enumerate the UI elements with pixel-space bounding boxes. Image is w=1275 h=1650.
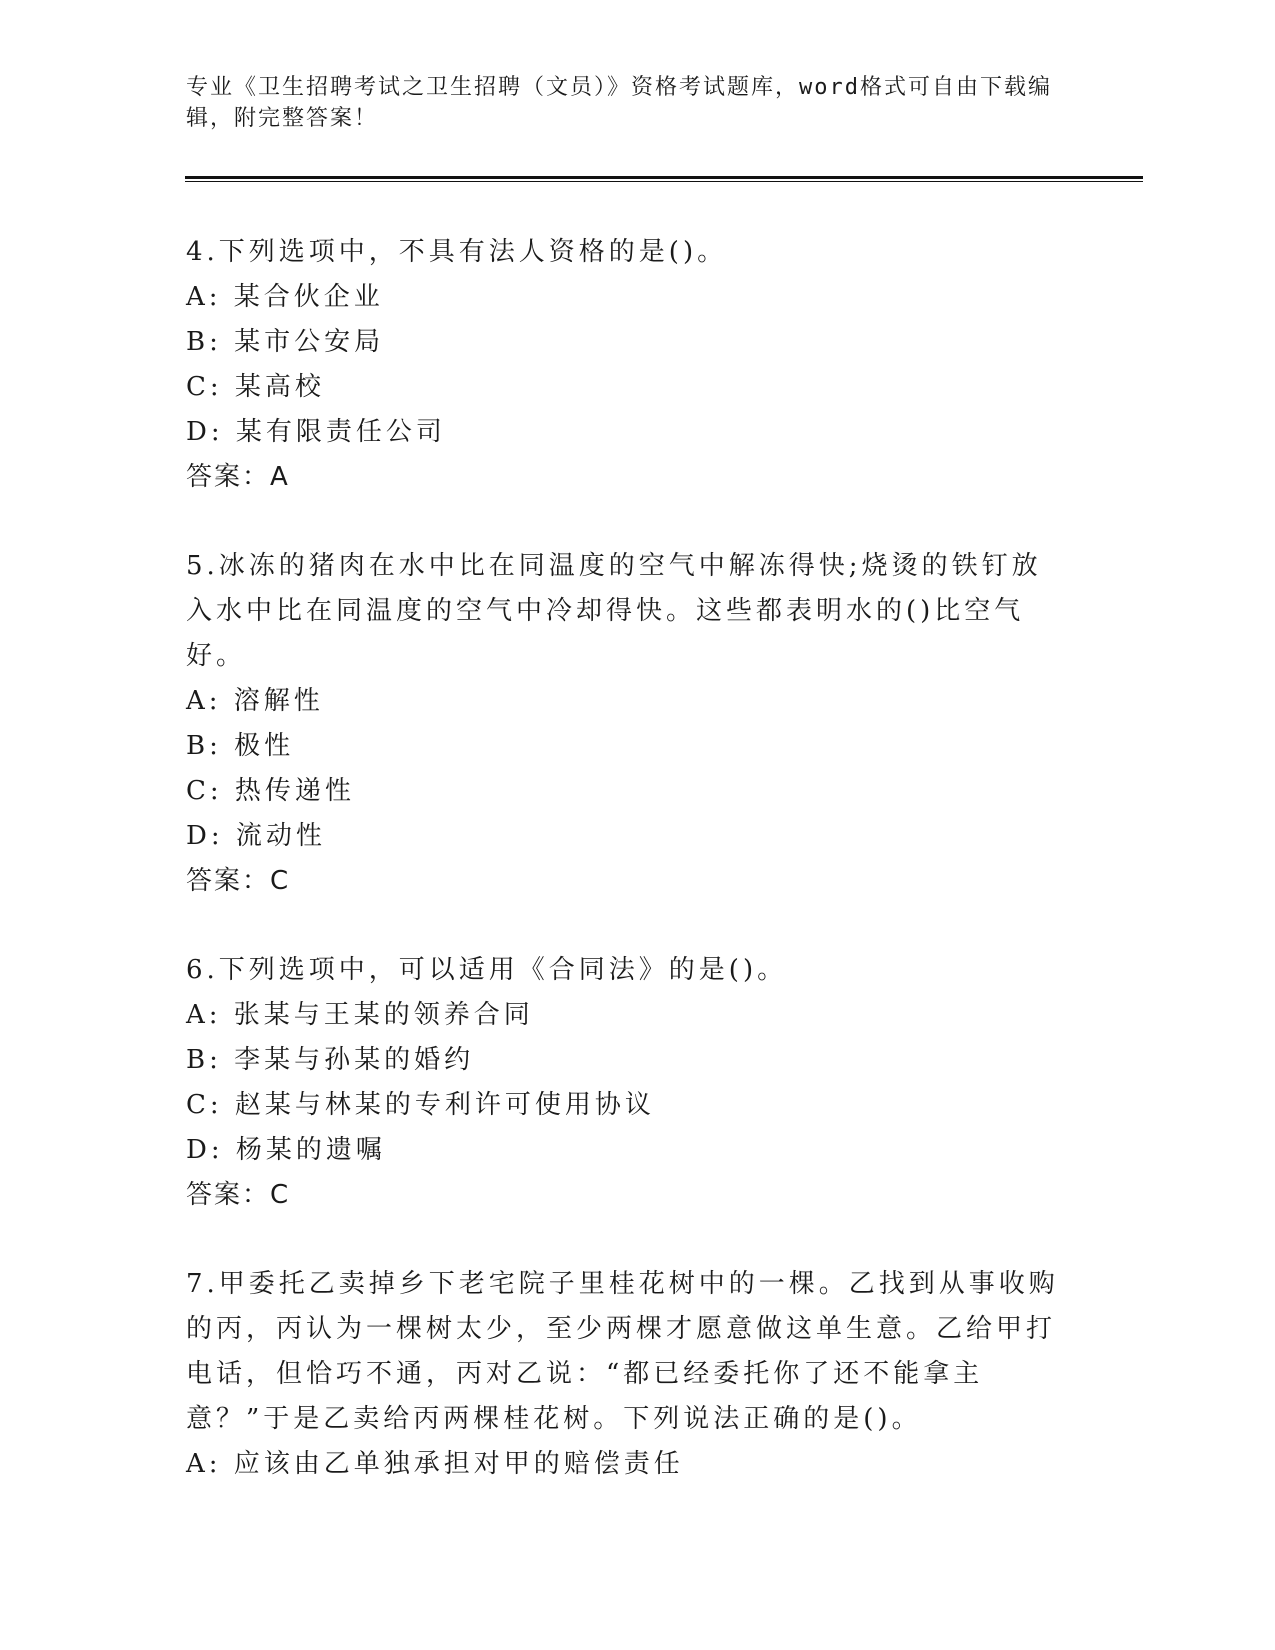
question-stem: 4.下列选项中，不具有法人资格的是()。 — [186, 237, 728, 267]
header-divider-thin — [185, 181, 1143, 182]
option-c: C: 热传递性 — [186, 776, 355, 806]
answer-line: 答案：C — [186, 866, 291, 896]
answer-line: 答案：A — [186, 462, 290, 492]
document-header: 专业《卫生招聘考试之卫生招聘（文员）》资格考试题库，word格式可自由下载编辑，附完整答案！ — [186, 75, 1052, 131]
option-d: D: 杨某的遗嘱 — [186, 1135, 386, 1165]
option-a: A: 张某与王某的领养合同 — [186, 1000, 534, 1030]
answer-line: 答案：C — [186, 1180, 291, 1210]
option-a: A: 应该由乙单独承担对甲的赔偿责任 — [186, 1449, 684, 1479]
question-stem: 6.下列选项中，可以适用《合同法》的是()。 — [186, 955, 788, 985]
option-b: B: 极性 — [186, 731, 295, 761]
option-c: C: 某高校 — [186, 372, 325, 402]
option-d: D: 某有限责任公司 — [186, 417, 446, 447]
question-7 — [186, 1262, 1066, 1487]
question-list — [186, 230, 1066, 1531]
question-4 — [186, 230, 1066, 500]
question-5 — [186, 544, 1066, 904]
option-a: A: 某合伙企业 — [186, 282, 384, 312]
option-c: C: 赵某与林某的专利许可使用协议 — [186, 1090, 655, 1120]
header-divider-thick — [185, 176, 1143, 179]
question-stem: 5.冰冻的猪肉在水中比在同温度的空气中解冻得快;烧烫的铁钉放入水中比在同温度的空气中冷却得快。这些都表明水的()比空气好。 — [186, 551, 1042, 671]
question-6 — [186, 948, 1066, 1218]
option-b: B: 李某与孙某的婚约 — [186, 1045, 475, 1075]
option-b: B: 某市公安局 — [186, 327, 385, 357]
option-a: A: 溶解性 — [186, 686, 324, 716]
option-d: D: 流动性 — [186, 821, 326, 851]
question-stem: 7.甲委托乙卖掉乡下老宅院子里桂花树中的一棵。乙找到从事收购的丙，丙认为一棵树太少，至少两棵才愿意做这单生意。乙给甲打电话，但恰巧不通，丙对乙说：“都已经委托你了还不能拿主意？”于是乙卖给丙两棵桂花树。下列说法正确的是()。 — [186, 1269, 1059, 1434]
